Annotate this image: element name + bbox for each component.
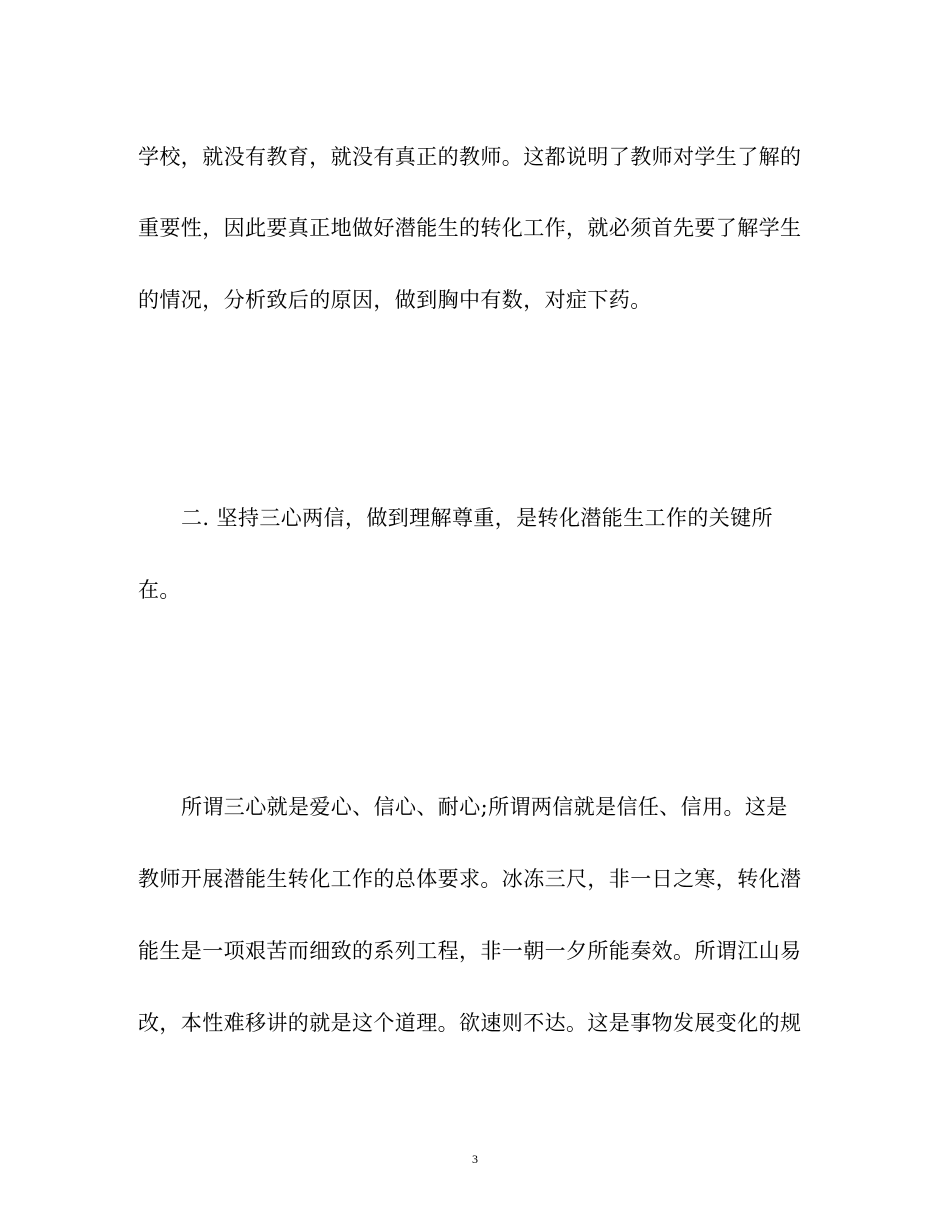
paragraph-line: 能生是一项艰苦而细致的系列工程，非一朝一夕所能奏效。所谓江山易 — [138, 939, 802, 963]
paragraph-line: 教师开展潜能生转化工作的总体要求。冰冻三尺，非一日之寒，转化潜 — [138, 867, 802, 891]
paragraph-line: 重要性，因此要真正地做好潜能生的转化工作，就必须首先要了解学生 — [138, 216, 802, 240]
paragraph-line: 改，本性难移讲的就是这个道理。欲速则不达。这是事物发展变化的规 — [138, 1011, 802, 1035]
heading-line: 二. 坚持三心两信，做到理解尊重，是转化潜能生工作的关键所 — [181, 506, 773, 530]
paragraph-line: 的情况，分析致后的原因，做到胸中有数，对症下药。 — [138, 288, 652, 312]
heading-line: 在。 — [138, 578, 181, 602]
paragraph-line: 所谓三心就是爱心、信心、耐心;所谓两信就是信任、信用。这是 — [181, 795, 788, 819]
page-number: 3 — [472, 1152, 478, 1166]
paragraph-line: 学校，就没有教育，就没有真正的教师。这都说明了教师对学生了解的 — [138, 145, 802, 169]
